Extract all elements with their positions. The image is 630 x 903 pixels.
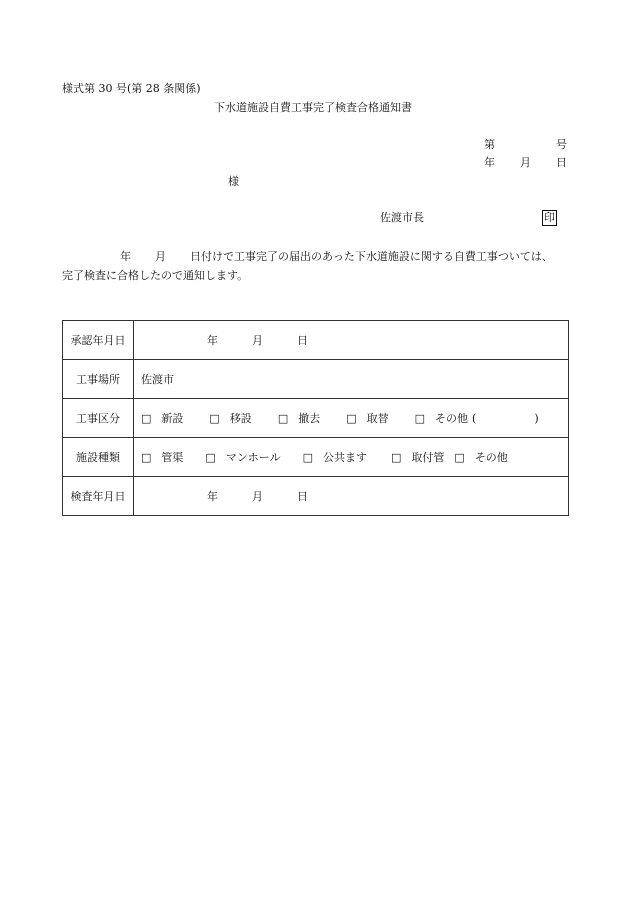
site-value: 佐渡市: [141, 373, 174, 386]
issue-date-year: 年: [484, 156, 495, 169]
other-paren-open: (: [472, 412, 477, 425]
table-row-inspection-date: [63, 477, 569, 516]
body-month: 月: [155, 250, 166, 263]
facility-type-option-label: 管渠: [161, 451, 184, 464]
checkbox-icon[interactable]: □: [141, 451, 152, 464]
work-type-option-relocate[interactable]: [209, 410, 251, 426]
body-text-rest: 日付けで工事完了の届出のあった下水道施設に関する自費工事ついては、: [190, 250, 553, 263]
checkbox-icon[interactable]: □: [454, 451, 465, 464]
checkbox-icon[interactable]: □: [302, 451, 313, 464]
approval-date-year: 年: [207, 334, 218, 347]
inspection-date-month: 月: [252, 490, 263, 503]
checkbox-icon[interactable]: □: [346, 412, 357, 425]
body-year: 年: [120, 250, 131, 263]
work-type-field: [134, 399, 569, 438]
facility-type-option-manhole[interactable]: [205, 449, 280, 465]
checkbox-icon[interactable]: □: [141, 412, 152, 425]
facility-type-option-label: 公共ます: [323, 451, 367, 464]
approval-date-day: 日: [297, 334, 308, 347]
table-row-site: [63, 360, 569, 399]
table-row-work-type: [63, 399, 569, 438]
work-type-option-label: 取替: [366, 412, 389, 425]
work-type-option-label: 撤去: [298, 412, 321, 425]
issue-date-day: 日: [556, 156, 567, 169]
issue-date-month: 月: [520, 156, 531, 169]
facility-type-option-label: マンホール: [225, 451, 281, 464]
work-type-option-other[interactable]: [415, 410, 468, 426]
checkbox-icon[interactable]: □: [414, 412, 426, 425]
issuer-name: 佐渡市長: [380, 211, 424, 224]
facility-type-option-lateral[interactable]: [391, 449, 444, 465]
facility-type-option-label: その他: [474, 451, 508, 464]
other-paren-close: ): [534, 412, 539, 425]
reference-number-prefix: 第: [484, 138, 495, 151]
inspection-date-year: 年: [207, 490, 218, 503]
facility-type-option-label: 取付管: [411, 451, 445, 464]
approval-date-field[interactable]: [134, 321, 569, 360]
checkbox-icon[interactable]: □: [277, 412, 289, 425]
notice-body: [62, 247, 572, 285]
checkbox-icon[interactable]: □: [391, 451, 402, 464]
inspection-date-field[interactable]: [134, 477, 569, 516]
approval-date-label: 承認年月日: [63, 321, 134, 360]
notice-body-line-2: 完了検査に合格したので通知します。: [62, 269, 249, 282]
facility-type-option-other[interactable]: [454, 449, 507, 465]
seal-mark: 印: [544, 211, 555, 224]
facility-type-field: [134, 438, 569, 477]
notice-body-line-1: [62, 247, 572, 266]
facility-type-label: 施設種類: [63, 438, 134, 477]
work-type-label: 工事区分: [63, 399, 134, 438]
work-type-option-remove[interactable]: [278, 410, 320, 426]
site-field[interactable]: [134, 360, 569, 399]
inspection-date-day: 日: [297, 490, 308, 503]
work-type-option-replace[interactable]: [346, 410, 388, 426]
facility-type-option-public-basin[interactable]: [303, 449, 367, 465]
facility-type-option-pipe[interactable]: [141, 449, 183, 465]
work-type-option-label: 新設: [161, 412, 184, 425]
form-number: 様式第 30 号(第 28 条関係): [62, 82, 201, 95]
details-table: [62, 320, 569, 516]
checkbox-icon[interactable]: □: [209, 412, 220, 425]
work-type-option-label: その他: [435, 412, 469, 425]
approval-date-month: 月: [252, 334, 263, 347]
work-type-option-new[interactable]: [141, 410, 183, 426]
reference-number-suffix: 号: [556, 138, 567, 151]
document-title: 下水道施設自費工事完了検査合格通知書: [214, 101, 412, 114]
table-row-facility-type: [63, 438, 569, 477]
work-type-option-label: 移設: [229, 412, 252, 425]
table-row-approval-date: [63, 321, 569, 360]
site-label: 工事場所: [63, 360, 134, 399]
addressee-honorific: 様: [228, 175, 239, 188]
checkbox-icon[interactable]: □: [205, 451, 216, 464]
inspection-date-label: 検査年月日: [63, 477, 134, 516]
